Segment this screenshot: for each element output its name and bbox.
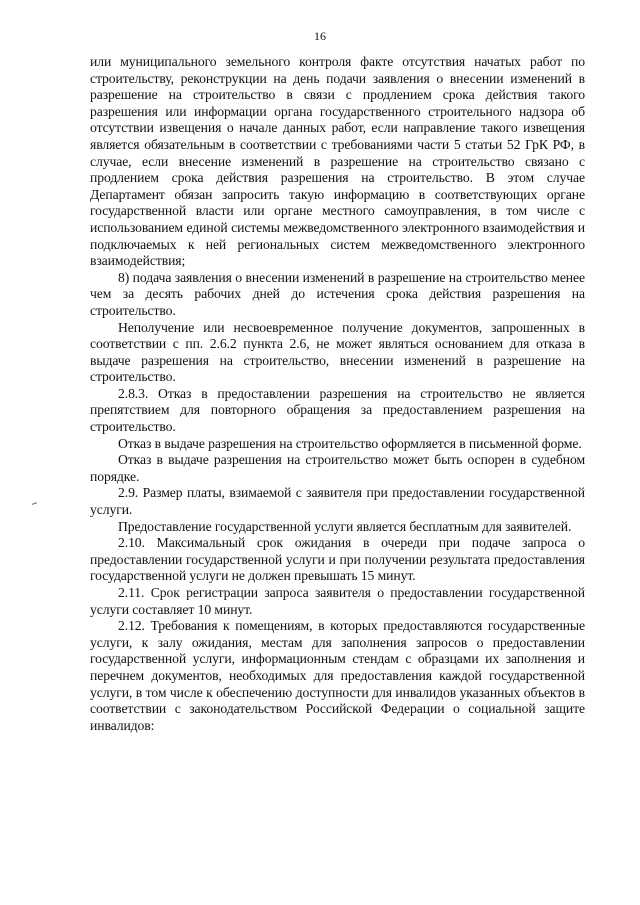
paragraph-refusal-appeal: Отказ в выдаче разрешения на строительство может быть оспорен в судебном порядке. <box>90 452 585 484</box>
page-number: 16 <box>314 29 326 43</box>
scan-mark <box>32 502 37 505</box>
paragraph-item-8: 8) подача заявления о внесении изменений в разрешение на строительство менее чем за десять рабочих дней до истечения срока действия разрешения на строительство. <box>90 269 585 318</box>
paragraph-free-of-charge: Предоставление государственной услуги является бесплатным для заявителей. <box>118 518 572 534</box>
paragraph-non-receipt-documents: Неполучение или несвоевременное получение документов, запрошенных в соответствии с пп. 2.6.2 пункта 2.6, не может являться основанием для отказа в выдаче разрешения на строительство, внесении изменений в разрешение на строительство. <box>90 319 585 385</box>
paragraph-2-11: 2.11. Срок регистрации запроса заявителя о предоставлении государственной услуги составляет 10 минут. <box>90 585 585 617</box>
paragraph-2-12: 2.12. Требования к помещениям, в которых предоставляются государственные услуги, к залу ожидания, местам для заполнения запросов о предоставлении государственной услуги, информационным стендам с образцами их заполнения и перечнем документов, необходимых для предоставления каждой государственной услуги, в том числе к обеспечению доступности для инвалидов указанных объектов в соответствии с законодательством Российской Федерации о социальной защите инвалидов: <box>90 618 585 733</box>
paragraph-continuation: или муниципального земельного контроля факте отсутствия начатых работ по строительству, реконструкции на день подачи заявления о внесении изменений в разрешение на строительство в связи с продлением срока действия такого разрешения или информации органа государственного строительного надзора об отсутствии извещения о начале данных работ, если направление такого извещения является обязательным в соответствии с требованиями части 5 статьи 52 ГрК РФ, в случае, если внесение изменений в разрешение на строительство связано с продлением срока действия разрешения на строительство. В этом случае Департамент обязан запросить такую информацию в соответствующих органе государственной власти или органе местного самоуправления, в том числе с использованием единой системы межведомственного электронного взаимодействия и подключаемых к ней региональных систем межведомственного электронного взаимодействия; <box>90 54 585 269</box>
paragraph-refusal-written-form: Отказ в выдаче разрешения на строительство оформляется в письменной форме. <box>118 435 582 451</box>
paragraph-2-10: 2.10. Максимальный срок ожидания в очереди при подаче запроса о предоставлении государственной услуги и при получении результата предоставления государственной услуги не должен превышать 15 минут. <box>90 535 585 584</box>
paragraph-2-8-3: 2.8.3. Отказ в предоставлении разрешения на строительство не является препятствием для повторного обращения за предоставлением разрешения на строительство. <box>90 385 585 435</box>
paragraph-2-9: 2.9. Размер платы, взимаемой с заявителя при предоставлении государственной услуги. <box>90 485 585 518</box>
body-text <box>90 54 585 734</box>
